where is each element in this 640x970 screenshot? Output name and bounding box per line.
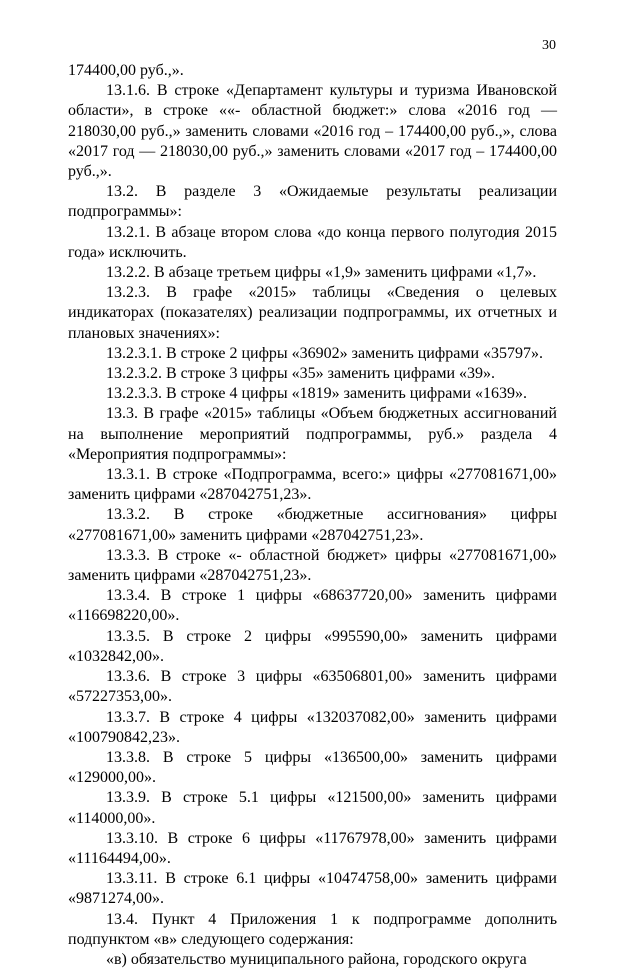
paragraph: 13.3.6. В строке 3 цифры «63506801,00» заменить цифрами «57227353,00». bbox=[68, 668, 557, 706]
paragraph: 13.3.5. В строке 2 цифры «995590,00» заменить цифрами «1032842,00». bbox=[68, 627, 557, 665]
paragraph: 13.2.3.2. В строке 3 цифры «35» заменить цифрами «39». bbox=[106, 365, 496, 383]
paragraph: 13.2.3.3. В строке 4 цифры «1819» заменить цифрами «1639». bbox=[106, 385, 528, 403]
page-number: 30 bbox=[542, 38, 556, 53]
paragraph: 13.3.7. В строке 4 цифры «132037082,00» заменить цифрами «100790842,23». bbox=[68, 708, 557, 746]
paragraph: 174400,00 руб.,». bbox=[68, 62, 184, 79]
paragraph: 13.2.3.1. В строке 2 цифры «36902» заменить цифрами «35797». bbox=[106, 344, 544, 362]
paragraph: 13.3.9. В строке 5.1 цифры «121500,00» заменить цифрами «114000,00». bbox=[68, 789, 557, 827]
paragraph: 13.3.4. В строке 1 цифры «68637720,00» заменить цифрами «116698220,00». bbox=[68, 587, 557, 625]
paragraph: 13.3.11. В строке 6.1 цифры «10474758,00» заменить цифрами «9871274,00». bbox=[68, 870, 557, 908]
paragraph: 13.3.3. В строке «- областной бюджет» цифры «277081671,00» заменить цифрами «287042751,23». bbox=[68, 546, 557, 585]
paragraph: 13.2.3. В графе «2015» таблицы «Сведения о целевых индикаторах (показателях) реализации подпрограммы, их отчетных и плановых значениях»: bbox=[68, 284, 557, 342]
paragraph: 13.3.1. В строке «Подпрограмма, всего:» цифры «277081671,00» заменить цифрами «287042751,23». bbox=[68, 466, 557, 504]
paragraph: 13.3.2. В строке «бюджетные ассигнования» цифры «277081671,00» заменить цифрами «287042751,23». bbox=[68, 506, 557, 544]
paragraph: 13.3.8. В строке 5 цифры «136500,00» заменить цифрами «129000,00». bbox=[68, 748, 557, 787]
paragraph: 13.1.6. В строке «Департамент культуры и туризма Ивановской области», в строке ««- областной бюджет:» слова «2016 год — 218030,00 руб.,» заменить словами «2016 год – 174400,00 руб.,», слова «2017 год — 218030,00 руб.,» заменить словами «2017 год – 174400,00 руб.,». bbox=[68, 82, 557, 181]
document-body bbox=[68, 61, 557, 970]
paragraph: 13.3.10. В строке 6 цифры «11767978,00» заменить цифрами «11164494,00». bbox=[68, 829, 557, 867]
paragraph: 13.2. В разделе 3 «Ожидаемые результаты реализации подпрограммы»: bbox=[68, 183, 557, 221]
paragraph: «в) обязательство муниципального района, городского округа bbox=[106, 950, 527, 968]
paragraph: 13.3. В графе «2015» таблицы «Объем бюджетных ассигнований на выполнение мероприятий подпрограммы, руб.» раздела 4 «Мероприятия подпрограммы»: bbox=[68, 405, 557, 463]
paragraph: 13.4. Пункт 4 Приложения 1 к подпрограмме дополнить подпунктом «в» следующего содержания: bbox=[68, 910, 557, 948]
paragraph: 13.2.1. В абзаце втором слова «до конца первого полугодия 2015 года» исключить. bbox=[68, 223, 557, 261]
paragraph: 13.2.2. В абзаце третьем цифры «1,9» заменить цифрами «1,7». bbox=[106, 264, 537, 282]
